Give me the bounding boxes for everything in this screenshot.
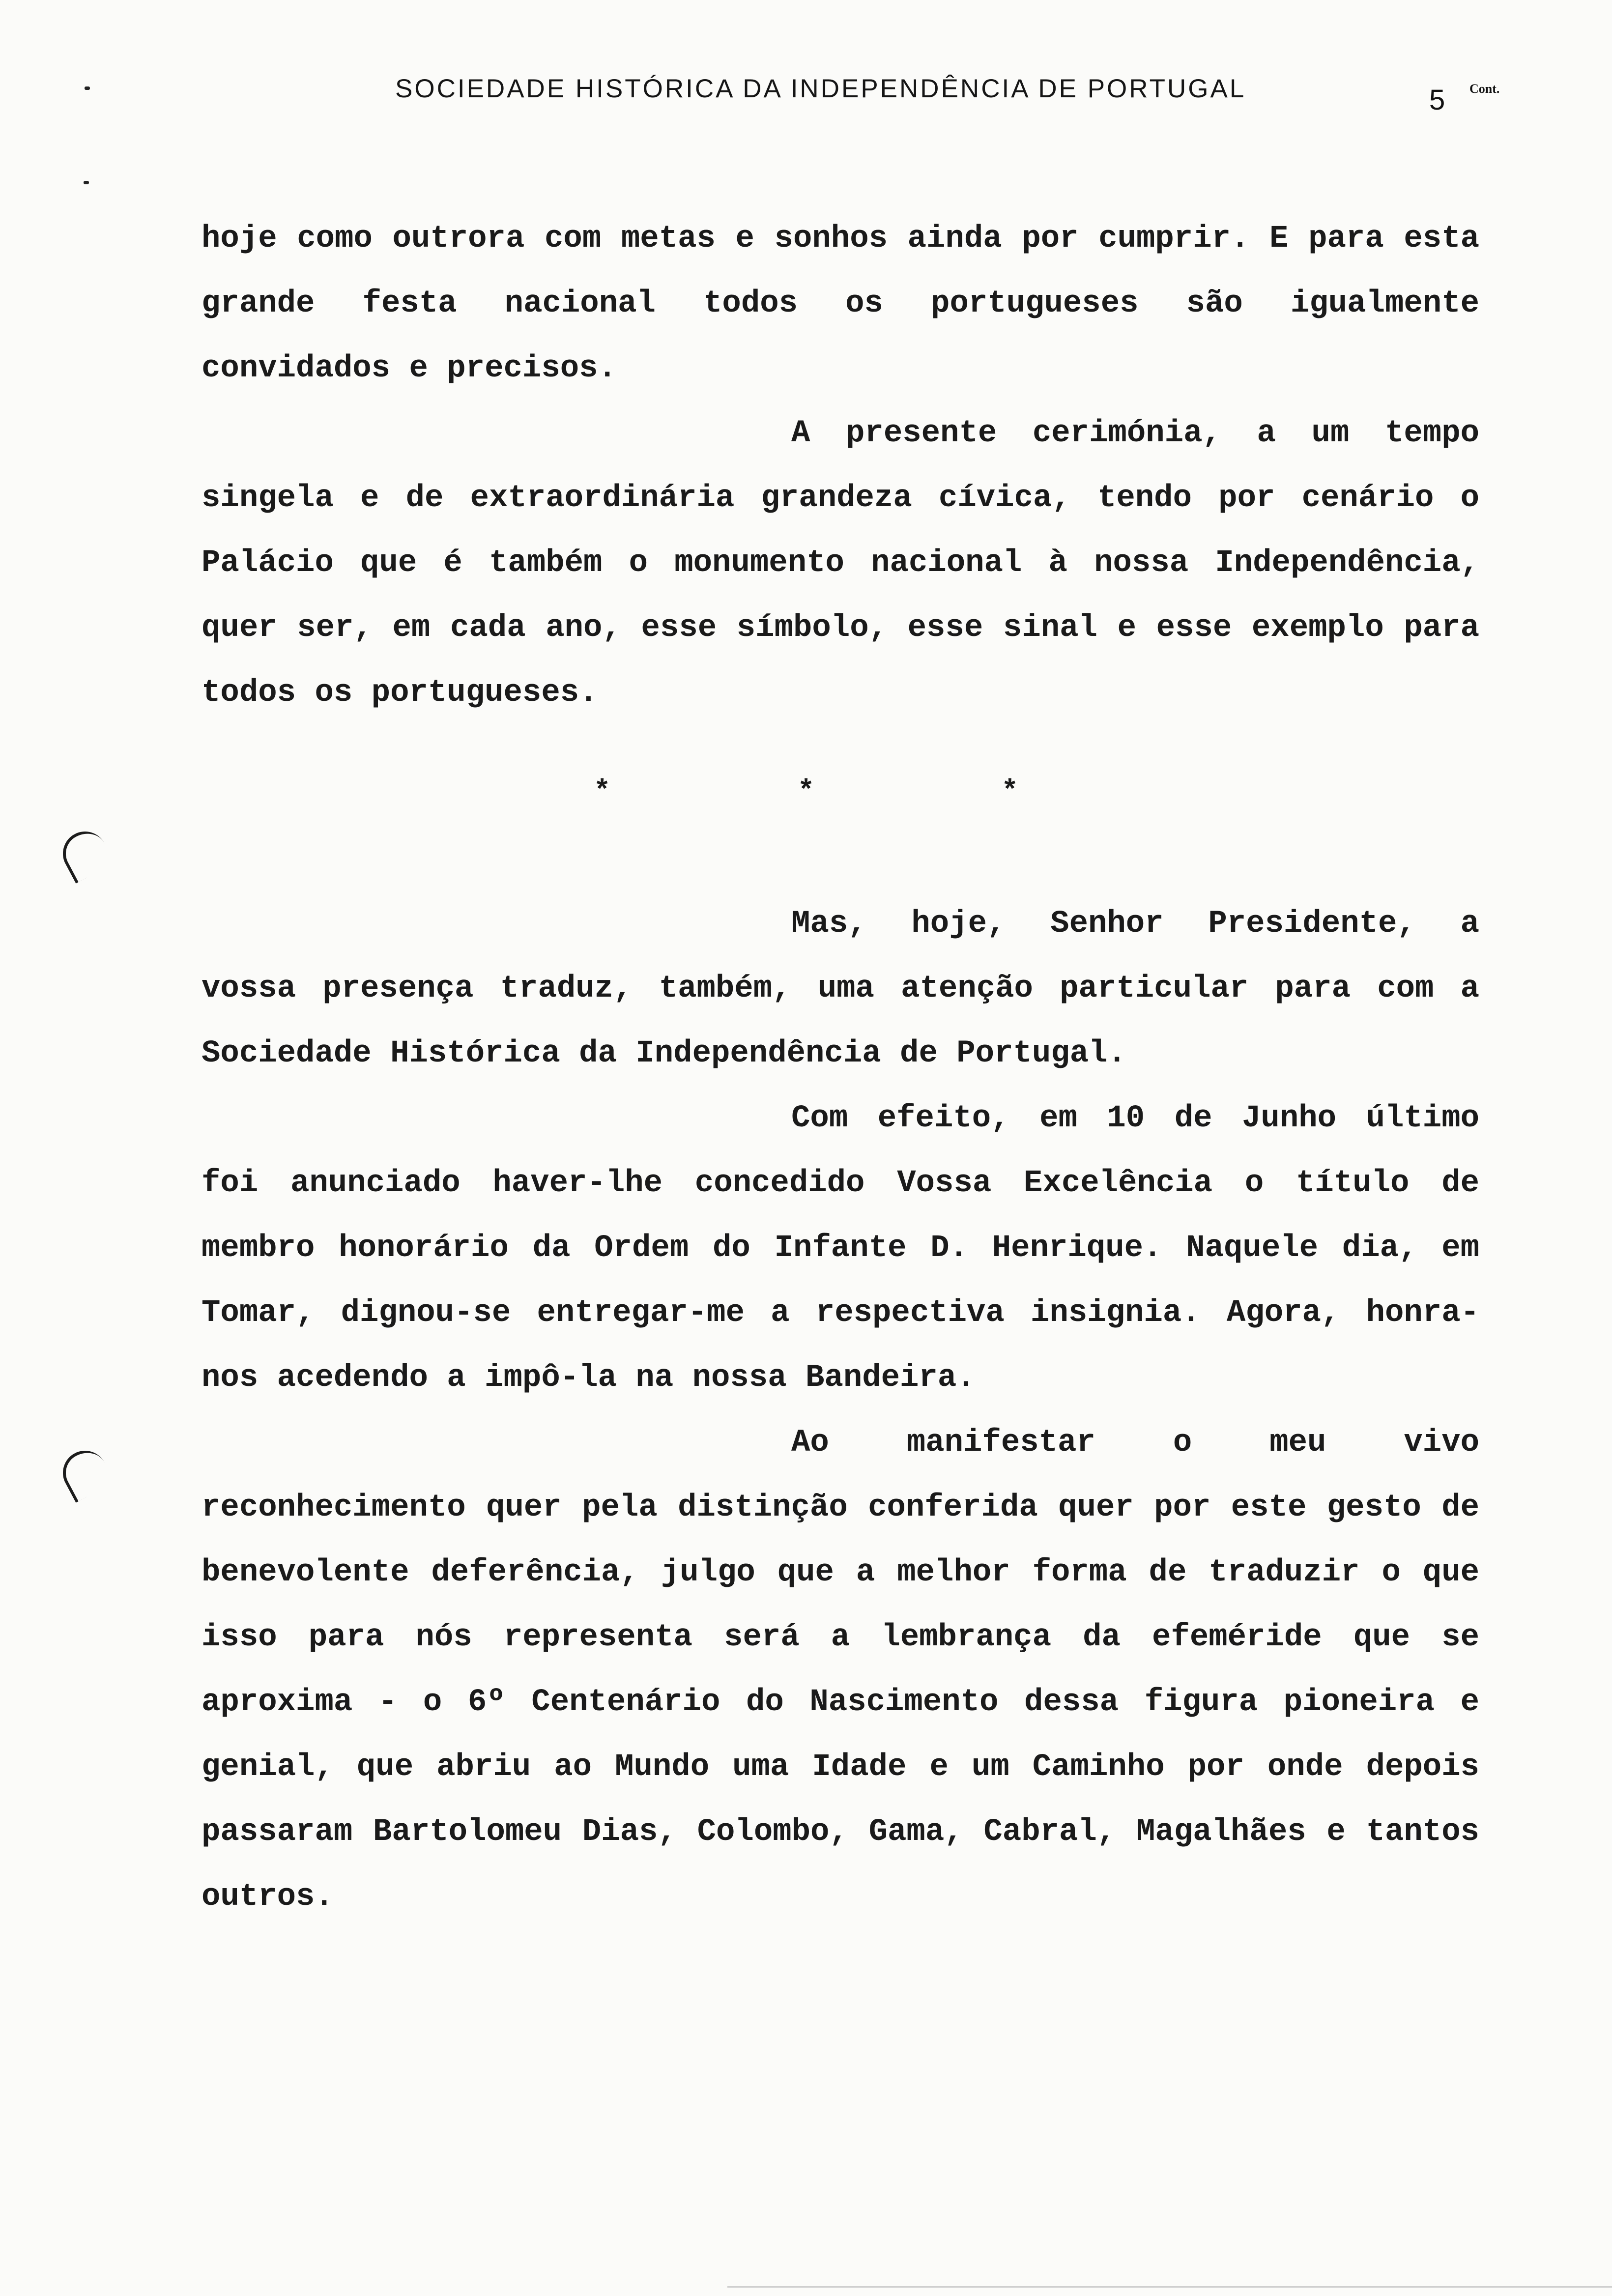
paragraph: hoje como outrora com metas e sonhos ainda por cumprir. E para esta grande festa nacional todos os portugueses são igualmente convidados e precisos. — [202, 221, 1479, 386]
continuation-mark: Cont. — [1469, 82, 1500, 96]
asterisk: * — [797, 776, 815, 808]
letterhead: SOCIEDADE HISTÓRICA DA INDEPENDÊNCIA DE PORTUGAL — [395, 74, 1246, 103]
section-separator — [202, 760, 1479, 825]
body-text — [202, 206, 1479, 1929]
page-edge — [727, 2286, 1612, 2288]
paragraph: Mas, hoje, Senhor Presidente, a vossa presença traduz, também, uma atenção particular para com a Sociedade Histórica da Independência de Portugal. — [202, 906, 1479, 1071]
asterisk: * — [593, 776, 611, 808]
paragraph: Com efeito, em 10 de Junho último foi anunciado haver-lhe concedido Vossa Excelência o título de membro honorário da Ordem do Infante D. Henrique. Naquele dia, em Tomar, dignou-se entregar-me a respectiva insignia. Agora, honra-nos acedendo a impô-la na nossa Bandeira. — [202, 1101, 1479, 1396]
paragraph: Ao manifestar o meu vivo reconhecimento quer pela distinção conferida quer por este gesto de benevolente deferência, julgo que a melhor forma de traduzir o que isso para nós representa será a lembrança da efeméride que se aproxima - o 6º Centenário do Nascimento dessa figura pioneira e genial, que abriu ao Mundo uma Idade e um Caminho por onde depois passaram Bartolomeu Dias, Colombo, Gama, Cabral, Magalhães e tantos outros. — [202, 1425, 1479, 1915]
paragraph: A presente cerimónia, a um tempo singela e de extraordinária grandeza cívica, tendo por cenário o Palácio que é também o monumento nacional à nossa Independência, quer ser, em cada ano, esse símbolo, esse sinal e esse exemplo para todos os portugueses. — [202, 416, 1479, 711]
punch-hole-mark — [55, 824, 115, 884]
margin-mark — [84, 181, 89, 184]
margin-mark — [85, 86, 90, 90]
asterisk: * — [1001, 776, 1019, 808]
punch-hole-mark — [55, 1443, 115, 1503]
page-number: 5 — [1429, 84, 1445, 116]
